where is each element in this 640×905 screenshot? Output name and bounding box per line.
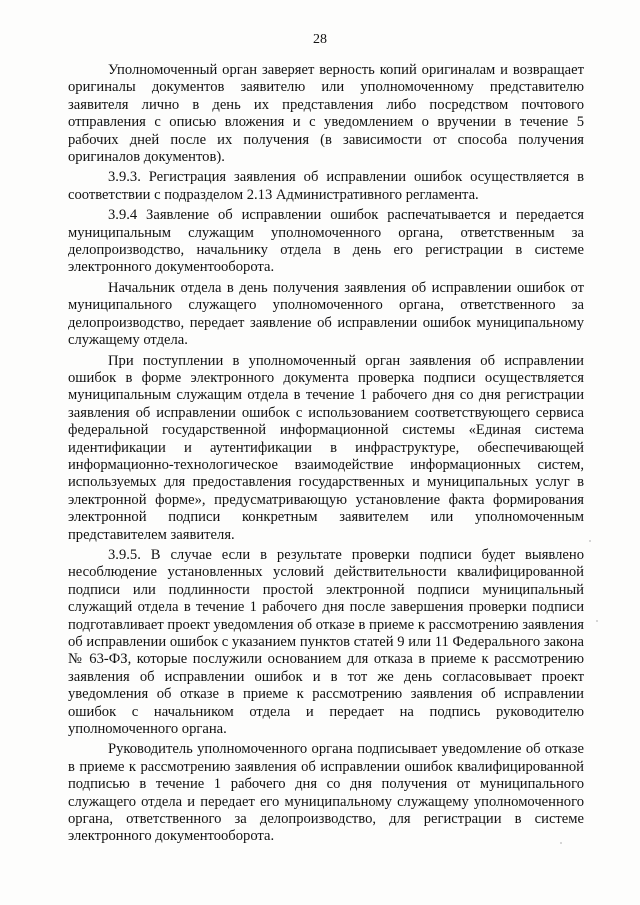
page-number: 28: [313, 32, 327, 47]
paragraph-originals-return: Уполномоченный орган заверяет верность копий оригиналам и возвращает оригиналы документов заявителю или уполномоченному представителю заявителя лично в день их представления либо посредством почтового отправления с описью вложения и с уведомлением о вручении в течение 5 рабочих дней после их получения (в зависимости от способа получения оригиналов документов).: [68, 62, 584, 166]
paragraph-3-9-3-registration: 3.9.3. Регистрация заявления об исправлении ошибок осуществляется в соответствии с подразделом 2.13 Административного регламента.: [68, 169, 584, 203]
paragraph-3-9-5-signature-invalid: 3.9.5. В случае если в результате проверки подписи будет выявлено несоблюдение установленных условий действительности квалифицированной подписи или подлинности простой электронной подписи муниципальный служащий отдела в течение 1 рабочего дня после завершения проверки подписи подготавливает проект уведомления об отказе в приеме к рассмотрению заявления об исправлении ошибок с указанием пунктов статей 9 или 11 Федерального закона № 63-ФЗ, которые послужили основанием для отказа в приеме к рассмотрению заявления об исправлении ошибок и в тот же день согласовывает проект уведомления об отказе в приеме к рассмотрению заявления об исправлении ошибок с начальником отдела и передает на подпись руководителю уполномоченного органа.: [68, 546, 584, 738]
paragraph-department-head: Начальник отдела в день получения заявления об исправлении ошибок от муниципального служащего уполномоченного органа, ответственного за делопроизводство, передает заявление об исправлении ошибок муниципальному служащему отдела.: [68, 279, 584, 349]
scan-speck: [589, 540, 591, 542]
scan-speck: [560, 842, 562, 844]
paragraph-head-signs-notice: Руководитель уполномоченного органа подписывает уведомление об отказе в приеме к рассмотрению заявления об исправлении ошибок квалифицированной подписью в течение 1 рабочего дня со дня получения от муниципального служащего отдела и передает его муниципальному служащему уполномоченного органа, ответственного за делопроизводство, для регистрации в системе электронного документооборота.: [68, 741, 584, 845]
scan-speck: [596, 620, 598, 622]
document-body: [68, 62, 584, 846]
paragraph-3-9-4-printing: 3.9.4 Заявление об исправлении ошибок распечатывается и передается муниципальным служащим уполномоченного органа, ответственным за делопроизводство, начальнику отдела в день его регистрации в системе электронного документооборота.: [68, 207, 584, 276]
paragraph-electronic-signature-check: При поступлении в уполномоченный орган заявления об исправлении ошибок в форме электронного документа проверка подписи осуществляется муниципальным служащим отдела в течение 1 рабочего дня со дня регистрации заявления об исправлении ошибок с использованием соответствующего сервиса федеральной государственной информационной системы «Единая система идентификации и аутентификации в инфраструктуре, обеспечивающей информационно-технологическое взаимодействие информационных систем, используемых для предоставления государственных и муниципальных услуг в электронной форме», предусматривающую установление факта формирования электронной подписи конкретным заявителем или уполномоченным представителем заявителя.: [68, 352, 584, 543]
